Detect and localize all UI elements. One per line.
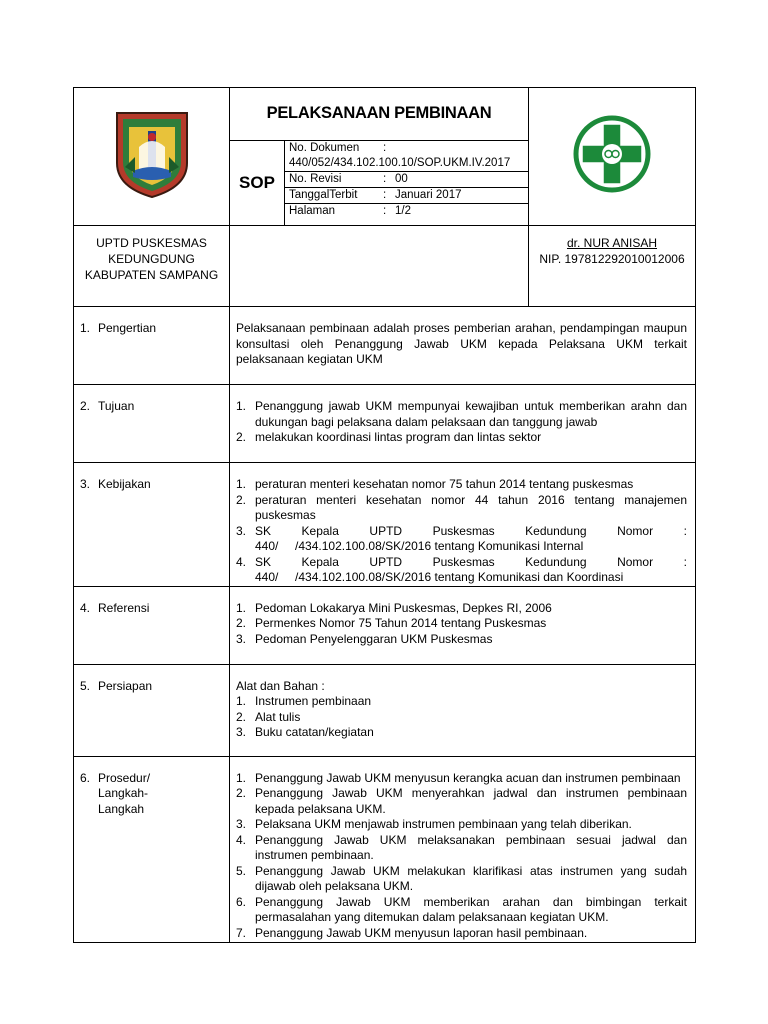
page-label: Halaman <box>289 205 336 217</box>
list-item: 4. Penanggung Jawab UKM melaksanakan pembinaan sesuai jadwal dan instrumen pembinaan. <box>236 832 687 862</box>
signatory-nip: NIP. 197812292010012006 <box>539 252 685 266</box>
list-item: 1. Instrumen pembinaan <box>236 694 372 708</box>
empty-middle-cell <box>230 226 529 307</box>
list-item: 5. Penanggung Jawab UKM melakukan klarifikasi atas instrumen yang sudah dijawab oleh pelaksana UKM. <box>236 863 687 893</box>
list-item: 3. Pelaksana UKM menjawab instrumen pembinaan yang telah diberikan. <box>236 817 632 831</box>
list-item: 1. peraturan menteri kesehatan nomor 75 tahun 2014 tentang puskesmas <box>236 477 634 491</box>
revision-row <box>285 172 528 188</box>
section-row-pengertian <box>74 307 696 385</box>
revision-sep: : <box>383 173 387 185</box>
list-item: 3. Pedoman Penyelenggaran UKM Puskesmas <box>236 631 493 646</box>
puskesmas-logo-cell <box>529 88 696 226</box>
section-row-referensi <box>74 586 696 664</box>
sop-label: SOP <box>230 141 285 225</box>
section-number: 4. <box>80 600 91 615</box>
list-item: 3. Buku catatan/kegiatan <box>236 725 374 739</box>
section-number: 6. <box>80 770 91 785</box>
list-item: 2. peraturan menteri kesehatan nomor 44 tahun 2016 tentang manajemen puskesmas <box>236 492 687 522</box>
date-value: Januari 2017 <box>395 189 462 201</box>
list-item: 7. Penanggung Jawab UKM menyusun laporan hasil pembinaan. <box>236 925 588 940</box>
organization-cell <box>74 226 230 307</box>
org-line-3: KABUPATEN SAMPANG <box>84 268 219 282</box>
sop-block <box>230 141 528 225</box>
section-number: 1. <box>80 321 91 335</box>
doc-number-label: No. Dokumen <box>289 142 360 154</box>
section-row-prosedur <box>74 756 696 942</box>
date-label: TanggalTerbit <box>289 189 358 201</box>
section-label: Prosedur/ Langkah- Langkah <box>98 770 151 816</box>
list-item: 2. melakukan koordinasi lintas program dan lintas sektor <box>236 430 542 444</box>
signatory-name: dr. NUR ANISAH <box>566 236 658 250</box>
page-row <box>285 204 528 219</box>
org-line-2: KEDUNGDUNG <box>108 252 195 266</box>
section-label: Tujuan <box>98 399 135 413</box>
section-label-cell <box>74 664 230 756</box>
section-label-cell <box>74 586 230 664</box>
list-item: 1. Penanggung Jawab UKM menyusun kerangka acuan dan instrumen pembinaan <box>236 770 681 785</box>
doc-number-row <box>285 141 528 172</box>
revision-label: No. Revisi <box>289 173 342 185</box>
section-label: Pengertian <box>98 321 157 335</box>
section-label: Referensi <box>98 600 150 615</box>
list-item: 4. SK Kepala UPTD Puskesmas Kedundung Nomor : 440/ /434.102.100.08/SK/2016 tentang Komunikasi dan Koordinasi <box>236 554 687 584</box>
sop-document <box>73 87 695 943</box>
section-content-cell <box>230 463 696 587</box>
section-label-cell <box>74 385 230 463</box>
section-label-cell <box>74 463 230 587</box>
list-item: 1. Penanggung jawab UKM mempunyai kewajiban untuk memberikan arahn dan dukungan bagi pelaksana dalam pelaksaan dan tanggung jawab <box>236 399 687 429</box>
section-label: Persiapan <box>98 678 153 693</box>
section-label-cell <box>74 756 230 942</box>
section-label: Kebijakan <box>98 477 151 491</box>
document-title: PELAKSANAAN PEMBINAAN <box>230 88 528 141</box>
definition-text: Pelaksanaan pembinaan adalah proses pemberian arahan, pendampingan maupun konsultasi oleh Penanggung Jawab UKM kepada Pelaksana UKM terkait pelaksanaan kegiatan UKM <box>236 321 687 366</box>
section-number: 2. <box>80 399 91 413</box>
list-item: 2. Permenkes Nomor 75 Tahun 2014 tentang Puskesmas <box>236 616 547 630</box>
header-row <box>74 88 696 226</box>
org-line-1: UPTD PUSKESMAS <box>96 236 207 250</box>
puskesmas-logo-icon <box>572 114 652 194</box>
list-item: 1. Pedoman Lokakarya Mini Puskesmas, Depkes RI, 2006 <box>236 600 552 615</box>
list-item: 3. SK Kepala UPTD Puskesmas Kedundung Nomor : 440/ /434.102.100.08/SK/2016 tentang Komunikasi Internal <box>236 523 687 553</box>
doc-number-sep: : <box>383 142 387 154</box>
materials-intro: Alat dan Bahan : <box>236 678 325 693</box>
doc-number-value: 440/052/434.102.100.10/SOP.UKM.IV.2017 <box>289 157 511 169</box>
section-content-cell <box>230 385 696 463</box>
list-item: 2. Penanggung Jawab UKM menyerahkan jadwal dan instrumen pembinaan kepada pelaksana UKM. <box>236 786 687 816</box>
section-content-cell <box>230 756 696 942</box>
org-row <box>74 226 696 307</box>
header-middle-cell <box>230 88 529 226</box>
section-number: 5. <box>80 678 91 693</box>
section-content-cell <box>230 664 696 756</box>
page-value: 1/2 <box>395 205 411 217</box>
section-row-persiapan <box>74 664 696 756</box>
document-info <box>285 141 528 225</box>
section-content-cell <box>230 307 696 385</box>
regency-logo-cell <box>74 88 230 226</box>
date-row <box>285 188 528 204</box>
section-label-cell <box>74 307 230 385</box>
regency-emblem-icon <box>109 107 195 201</box>
list-item: 6. Penanggung Jawab UKM memberikan arahan dan bimbingan terkait permasalahan yang ditemukan dalam pelaksanaan kegiatan UKM. <box>236 894 687 924</box>
section-content-cell <box>230 586 696 664</box>
date-sep: : <box>383 189 387 201</box>
sop-table <box>73 87 696 943</box>
section-row-tujuan <box>74 385 696 463</box>
list-item: 2. Alat tulis <box>236 709 301 724</box>
section-row-kebijakan <box>74 463 696 587</box>
page-sep: : <box>383 205 387 217</box>
signatory-cell <box>529 226 696 307</box>
section-number: 3. <box>80 477 91 491</box>
revision-value: 00 <box>395 173 408 185</box>
